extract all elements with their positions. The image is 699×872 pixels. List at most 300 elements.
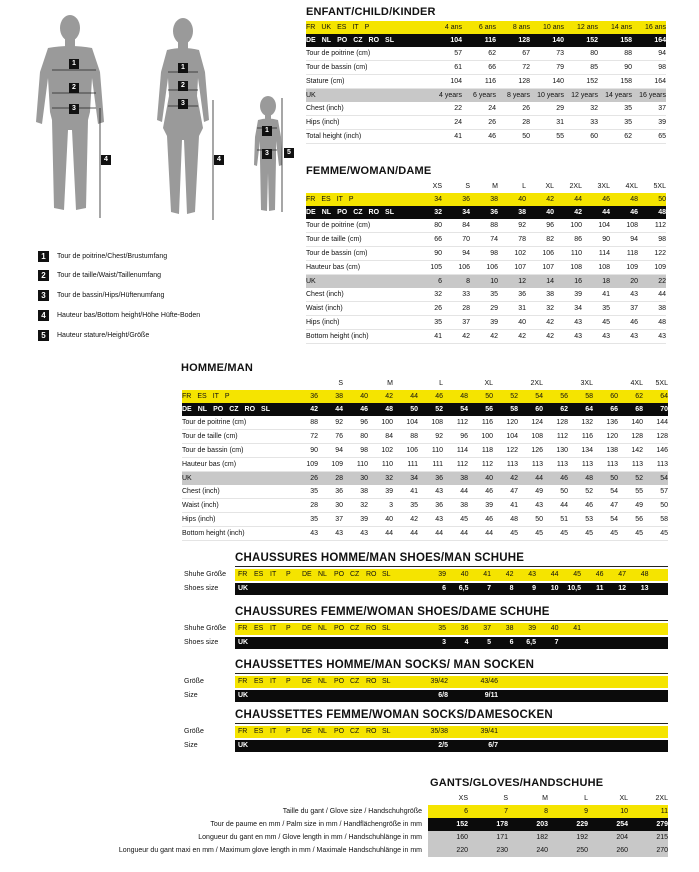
table-cell: 39 bbox=[632, 116, 666, 130]
table-cell: 50 bbox=[593, 472, 618, 486]
table-cell: 109 bbox=[610, 261, 638, 275]
table-cell: 48 bbox=[493, 513, 518, 527]
table-cell: 140 bbox=[530, 75, 564, 89]
size-system-code: SL bbox=[385, 209, 394, 216]
table-cell: 116 bbox=[568, 430, 593, 444]
row-label: Tour de bassin (cm) bbox=[306, 61, 428, 75]
table-cell: 56 bbox=[468, 403, 493, 416]
size-system-code: CZ bbox=[350, 625, 360, 632]
table-cell: 7 bbox=[487, 585, 491, 592]
table-cell: 113 bbox=[568, 458, 593, 472]
child-de-row: DE NL PO CZ RO SL 104 116 128 140 152 158 164 bbox=[306, 34, 666, 47]
table-cell: 38 bbox=[443, 499, 468, 513]
table-cell: 42 bbox=[470, 330, 498, 344]
man-shoes-title: CHAUSSURES HOMME/MAN SHOES/MAN SCHUHE bbox=[235, 552, 525, 564]
table-cell: 41 bbox=[582, 288, 610, 302]
table-cell: 35 bbox=[598, 102, 632, 116]
table-cell: 37 bbox=[610, 302, 638, 316]
row-label: Bottom height (inch) bbox=[182, 527, 293, 541]
table-cell: 44 bbox=[550, 571, 559, 578]
size-system-code: ES bbox=[321, 196, 331, 203]
row-label: Chest (inch) bbox=[306, 288, 414, 302]
table-cell: 39 bbox=[368, 485, 393, 499]
row-label: Waist (inch) bbox=[306, 302, 414, 316]
size-system-code: RO bbox=[366, 678, 377, 685]
table-cell: 108 bbox=[418, 416, 443, 430]
woman-shoes-title: CHAUSSURES FEMME/WOMAN SHOES/DAME SCHUHE bbox=[235, 606, 550, 618]
table-row bbox=[306, 219, 666, 233]
woman-shoes-uk-row bbox=[184, 637, 668, 649]
table-cell: 62 bbox=[543, 403, 568, 416]
table-cell: 122 bbox=[638, 247, 666, 261]
table-cell: 39 bbox=[438, 571, 446, 578]
row-label: Größe bbox=[184, 678, 204, 685]
table-cell: 54 bbox=[518, 390, 543, 403]
table-cell: 9 bbox=[548, 805, 588, 818]
table-cell: 22 bbox=[428, 102, 462, 116]
table-cell: 46 bbox=[468, 513, 493, 527]
table-cell: M bbox=[387, 380, 393, 387]
table-row bbox=[182, 485, 668, 499]
size-system-code: IT bbox=[270, 571, 277, 578]
table-cell: 152 bbox=[564, 75, 598, 89]
table-cell: 164 bbox=[632, 75, 666, 89]
table-cell: 112 bbox=[443, 458, 468, 472]
table-cell: 38 bbox=[526, 288, 554, 302]
table-cell: 42 bbox=[368, 390, 393, 403]
size-system-code: SL bbox=[382, 728, 391, 735]
table-cell bbox=[343, 377, 368, 390]
row-label: Taille du gant / Glove size / Handschuhgröße bbox=[20, 805, 428, 818]
uk-code: UK bbox=[238, 585, 249, 592]
table-cell: 43 bbox=[343, 527, 368, 541]
table-cell: 52 bbox=[618, 472, 643, 486]
table-cell: 50 bbox=[518, 513, 543, 527]
woman-socks-title: CHAUSSETTES FEMME/WOMAN SOCKS/DAMESOCKEN bbox=[235, 709, 553, 721]
table-row bbox=[306, 130, 666, 144]
marker-1-child: 1 bbox=[262, 126, 272, 136]
table-cell: 32 bbox=[564, 102, 598, 116]
table-cell: 86 bbox=[554, 233, 582, 247]
size-system-code: P bbox=[224, 393, 230, 400]
table-cell: 94 bbox=[318, 444, 343, 458]
table-cell: 100 bbox=[368, 416, 393, 430]
table-cell: 24 bbox=[462, 102, 496, 116]
table-row bbox=[306, 247, 666, 261]
table-cell: 46 bbox=[568, 499, 593, 513]
table-cell: 29 bbox=[470, 302, 498, 316]
size-system-code: NL bbox=[318, 728, 327, 735]
table-cell: 46 bbox=[610, 316, 638, 330]
table-cell: 250 bbox=[548, 844, 588, 857]
table-cell: 2XL bbox=[530, 380, 543, 387]
child-fr-row: FR UK ES IT P 4 ans 6 ans 8 ans 10 ans 12 ans 14 ans 16 ans bbox=[306, 21, 666, 34]
table-cell: 128 bbox=[643, 430, 668, 444]
size-system-code: PO bbox=[334, 571, 345, 578]
legend-item-2: 2 Tour de taille/Waist/Taillenumfang bbox=[38, 270, 161, 281]
table-cell: 39/41 bbox=[480, 728, 498, 735]
table-cell: 62 bbox=[462, 47, 496, 61]
table-cell: 37 bbox=[483, 625, 491, 632]
size-system-code: DE bbox=[302, 625, 312, 632]
table-cell: 38 bbox=[318, 390, 343, 403]
table-cell bbox=[293, 377, 318, 390]
table-cell: 64 bbox=[568, 403, 593, 416]
table-row bbox=[306, 288, 666, 302]
table-cell: 113 bbox=[643, 458, 668, 472]
table-cell: 13 bbox=[640, 585, 649, 592]
table-cell: 240 bbox=[508, 844, 548, 857]
table-cell: 49 bbox=[518, 485, 543, 499]
table-cell: 50 bbox=[468, 390, 493, 403]
table-cell: 90 bbox=[293, 444, 318, 458]
table-cell: 40 bbox=[550, 625, 559, 632]
table-cell: 43 bbox=[638, 330, 666, 344]
table-cell: 204 bbox=[588, 831, 628, 844]
uk-code: UK bbox=[238, 742, 249, 749]
table-row bbox=[306, 75, 666, 89]
table-cell: 48 bbox=[640, 571, 649, 578]
table-cell: 62 bbox=[618, 390, 643, 403]
table-cell: 254 bbox=[588, 818, 628, 831]
size-system-code: IT bbox=[270, 728, 277, 735]
table-cell bbox=[393, 377, 418, 390]
table-cell: 6,5 bbox=[458, 585, 469, 592]
table-cell: 38 bbox=[638, 302, 666, 316]
size-system-code: FR bbox=[238, 625, 248, 632]
size-system-code: RO bbox=[368, 37, 380, 44]
table-cell: 5XL bbox=[655, 380, 668, 387]
table-row bbox=[182, 527, 668, 541]
size-system-code: ES bbox=[254, 728, 264, 735]
table-cell: 90 bbox=[582, 233, 610, 247]
table-cell: 105 bbox=[414, 261, 442, 275]
table-cell: 39 bbox=[470, 316, 498, 330]
table-cell: L bbox=[439, 380, 443, 387]
table-cell: 108 bbox=[554, 261, 582, 275]
table-cell: 50 bbox=[543, 485, 568, 499]
table-cell: 44 bbox=[393, 527, 418, 541]
table-cell: 43 bbox=[610, 330, 638, 344]
marker-3-woman: 3 bbox=[178, 99, 188, 109]
table-cell: 26 bbox=[496, 102, 530, 116]
table-cell: 8 bbox=[508, 805, 548, 818]
table-cell: 62 bbox=[598, 130, 632, 144]
size-system-code: NL bbox=[318, 625, 327, 632]
table-row bbox=[306, 61, 666, 75]
table-cell: 45 bbox=[573, 571, 581, 578]
table-cell: 36 bbox=[318, 485, 343, 499]
uk-band bbox=[235, 690, 668, 702]
size-system-code: CZ bbox=[350, 678, 360, 685]
table-cell bbox=[493, 377, 518, 390]
table-cell: 9 bbox=[532, 585, 536, 592]
table-cell: 88 bbox=[470, 219, 498, 233]
table-cell: 104 bbox=[428, 75, 462, 89]
table-cell: 30 bbox=[318, 499, 343, 513]
table-cell: 32 bbox=[414, 288, 442, 302]
woman-de-row: DE NL PO CZ RO SL 32 34 36 38 40 42 44 46 48 bbox=[306, 206, 666, 219]
uk-code: UK bbox=[238, 639, 249, 646]
table-cell: 41 bbox=[428, 130, 462, 144]
table-cell: 82 bbox=[526, 233, 554, 247]
table-cell bbox=[543, 377, 568, 390]
table-cell: 67 bbox=[496, 47, 530, 61]
table-cell: 31 bbox=[498, 302, 526, 316]
table-cell: 8 bbox=[509, 585, 514, 592]
table-cell: 57 bbox=[643, 485, 668, 499]
row-label: Longueur du gant en mm / Glove length in mm / Handschuhlänge in mm bbox=[20, 831, 428, 844]
woman-uk-row: UK 6 8 10 12 14 16 18 20 22 bbox=[306, 275, 666, 289]
row-label: Shuhe Größe bbox=[184, 625, 227, 632]
man-socks-uk-row bbox=[184, 690, 668, 702]
man-de-row bbox=[182, 403, 668, 416]
table-cell: 107 bbox=[498, 261, 526, 275]
woman-socks-size-row bbox=[184, 726, 668, 738]
man-shoes-divider bbox=[235, 566, 668, 567]
table-cell: 36 bbox=[460, 625, 469, 632]
table-cell: 79 bbox=[530, 61, 564, 75]
table-cell: 113 bbox=[543, 458, 568, 472]
table-cell: 48 bbox=[368, 403, 393, 416]
table-cell: 43 bbox=[293, 527, 318, 541]
table-cell: 6/7 bbox=[488, 742, 498, 749]
table-cell: 35 bbox=[293, 485, 318, 499]
table-cell: 108 bbox=[518, 430, 543, 444]
legend-item-4: 4 Hauteur bas/Bottom height/Höhe Hüfte-Boden bbox=[38, 310, 200, 321]
size-system-code: ES bbox=[337, 24, 347, 31]
table-cell: 28 bbox=[442, 302, 470, 316]
size-system-code: P bbox=[348, 196, 354, 203]
marker-3-child: 3 bbox=[262, 149, 272, 159]
table-cell: 110 bbox=[343, 458, 368, 472]
table-cell: 56 bbox=[618, 513, 643, 527]
gloves-table bbox=[20, 792, 668, 857]
table-cell bbox=[593, 377, 618, 390]
table-cell: 128 bbox=[618, 430, 643, 444]
table-cell: 136 bbox=[593, 416, 618, 430]
table-cell: 134 bbox=[568, 444, 593, 458]
table-row bbox=[306, 233, 666, 247]
row-label: Shuhe Größe bbox=[184, 571, 227, 578]
table-cell: 41 bbox=[414, 330, 442, 344]
size-system-code: FR bbox=[306, 196, 316, 203]
child-uk-row: UK 4 years 6 years 8 years 10 years 12 years 14 years 16 years bbox=[306, 89, 666, 103]
man-socks-title: CHAUSSETTES HOMME/MAN SOCKS/ MAN SOCKEN bbox=[235, 659, 535, 671]
table-cell: 64 bbox=[643, 390, 668, 403]
table-cell: 44 bbox=[368, 527, 393, 541]
size-system-code: FR bbox=[182, 393, 192, 400]
size-system-code: CZ bbox=[353, 209, 363, 216]
row-label: Tour de taille (cm) bbox=[182, 430, 293, 444]
table-cell: 270 bbox=[628, 844, 668, 857]
table-cell: 54 bbox=[643, 472, 668, 486]
man-size-letters bbox=[182, 377, 668, 390]
size-system-code: SL bbox=[382, 571, 391, 578]
table-cell: 144 bbox=[643, 416, 668, 430]
table-cell: 4 bbox=[464, 639, 469, 646]
table-cell: 7 bbox=[554, 639, 559, 646]
woman-socks-divider bbox=[235, 723, 668, 724]
table-cell: 203 bbox=[508, 818, 548, 831]
table-cell: 118 bbox=[468, 444, 493, 458]
table-cell: 6 bbox=[428, 805, 468, 818]
table-cell: 28 bbox=[318, 472, 343, 486]
table-cell: 42 bbox=[505, 571, 514, 578]
size-system-code: P bbox=[286, 728, 291, 735]
table-cell: 60 bbox=[564, 130, 598, 144]
table-cell: 38 bbox=[343, 485, 368, 499]
size-system-code: DE bbox=[302, 571, 312, 578]
table-cell: 46 bbox=[543, 472, 568, 486]
table-cell: 4XL bbox=[630, 380, 643, 387]
row-label: Total height (inch) bbox=[306, 130, 428, 144]
table-cell: 182 bbox=[508, 831, 548, 844]
table-cell: 35 bbox=[393, 499, 418, 513]
measurement-lines bbox=[0, 0, 300, 230]
table-cell: 110 bbox=[368, 458, 393, 472]
gloves-size-letters: XS S M L XL 2XL bbox=[458, 795, 668, 802]
table-cell: 32 bbox=[343, 499, 368, 513]
table-cell: 40 bbox=[468, 472, 493, 486]
table-cell: 47 bbox=[493, 485, 518, 499]
table-cell: 104 bbox=[582, 219, 610, 233]
table-cell: 92 bbox=[498, 219, 526, 233]
man-shoes-uk-row bbox=[184, 583, 668, 595]
size-system-code: PO bbox=[337, 37, 348, 44]
uk-code: UK bbox=[238, 692, 249, 699]
table-cell: 52 bbox=[493, 390, 518, 403]
table-cell: 109 bbox=[293, 458, 318, 472]
table-cell: 112 bbox=[468, 458, 493, 472]
table-cell: 28 bbox=[496, 116, 530, 130]
man-socks-size-row bbox=[184, 676, 668, 688]
table-cell: 112 bbox=[638, 219, 666, 233]
table-cell: 109 bbox=[318, 458, 343, 472]
table-cell: 45 bbox=[543, 527, 568, 541]
table-row bbox=[182, 458, 668, 472]
table-cell: 43/46 bbox=[480, 678, 498, 685]
size-system-code: DE bbox=[182, 406, 192, 413]
table-cell: 70 bbox=[442, 233, 470, 247]
table-cell: 32 bbox=[368, 472, 393, 486]
row-label: Tour de poitrine (cm) bbox=[182, 416, 293, 430]
table-cell: 11 bbox=[596, 585, 604, 592]
table-cell: 60 bbox=[518, 403, 543, 416]
table-cell: 6,5 bbox=[526, 639, 536, 646]
table-cell: 110 bbox=[554, 247, 582, 261]
table-cell: 160 bbox=[428, 831, 468, 844]
table-cell: 10 bbox=[550, 585, 559, 592]
table-cell: 114 bbox=[443, 444, 468, 458]
size-band bbox=[235, 726, 668, 738]
table-cell: 109 bbox=[638, 261, 666, 275]
table-cell: 32 bbox=[526, 302, 554, 316]
table-row bbox=[182, 416, 668, 430]
marker-2-man: 2 bbox=[69, 83, 79, 93]
row-label: Tour de poitrine (cm) bbox=[306, 219, 414, 233]
table-cell: 66 bbox=[414, 233, 442, 247]
table-cell: 5 bbox=[487, 639, 491, 646]
size-system-code: CZ bbox=[350, 571, 360, 578]
size-system-code: IT bbox=[212, 393, 219, 400]
table-cell: 37 bbox=[632, 102, 666, 116]
table-cell: 44 bbox=[638, 288, 666, 302]
table-cell: 146 bbox=[643, 444, 668, 458]
table-row bbox=[306, 330, 666, 344]
size-system-code: CZ bbox=[229, 406, 239, 413]
table-cell: 49 bbox=[618, 499, 643, 513]
table-cell: 43 bbox=[418, 485, 443, 499]
table-cell: 90 bbox=[414, 247, 442, 261]
table-cell: 58 bbox=[643, 513, 668, 527]
table-cell: 29 bbox=[530, 102, 564, 116]
row-label: Tour de bassin (cm) bbox=[182, 444, 293, 458]
table-cell: 35 bbox=[598, 116, 632, 130]
marker-4-man: 4 bbox=[101, 155, 111, 165]
table-cell: 43 bbox=[518, 499, 543, 513]
table-cell: 45 bbox=[568, 527, 593, 541]
table-row bbox=[306, 316, 666, 330]
size-system-code: P bbox=[286, 571, 291, 578]
table-cell: 108 bbox=[582, 261, 610, 275]
table-cell: 35 bbox=[582, 302, 610, 316]
table-cell: 47 bbox=[618, 571, 626, 578]
table-cell: 36 bbox=[418, 472, 443, 486]
table-cell: 152 bbox=[428, 818, 468, 831]
table-cell: 35 bbox=[470, 288, 498, 302]
size-system-code: PO bbox=[334, 678, 345, 685]
table-cell: 92 bbox=[318, 416, 343, 430]
table-cell: 94 bbox=[610, 233, 638, 247]
table-cell: 114 bbox=[582, 247, 610, 261]
table-cell: 113 bbox=[493, 458, 518, 472]
size-system-code: NL bbox=[197, 406, 208, 413]
table-cell: 26 bbox=[293, 472, 318, 486]
table-cell: 178 bbox=[468, 818, 508, 831]
table-cell: 9/11 bbox=[484, 692, 498, 699]
table-cell: 124 bbox=[518, 416, 543, 430]
table-cell: 39 bbox=[528, 625, 536, 632]
table-cell: 30 bbox=[343, 472, 368, 486]
size-system-code: IT bbox=[270, 678, 277, 685]
table-cell: 43 bbox=[582, 330, 610, 344]
table-cell: 46 bbox=[343, 403, 368, 416]
table-cell: 66 bbox=[462, 61, 496, 75]
size-system-code: NL bbox=[318, 678, 327, 685]
marker-1-woman: 1 bbox=[178, 63, 188, 73]
table-cell: 113 bbox=[618, 458, 643, 472]
child-title: ENFANT/CHILD/KINDER bbox=[306, 6, 436, 18]
size-system-code: PO bbox=[334, 728, 345, 735]
table-cell: 104 bbox=[393, 416, 418, 430]
table-cell: 7 bbox=[468, 805, 508, 818]
table-cell: 42 bbox=[526, 316, 554, 330]
table-cell: 40 bbox=[498, 316, 526, 330]
table-cell: 6/8 bbox=[438, 692, 448, 699]
table-cell: 88 bbox=[598, 47, 632, 61]
table-cell: 96 bbox=[443, 430, 468, 444]
table-cell: 54 bbox=[593, 513, 618, 527]
table-cell: 215 bbox=[628, 831, 668, 844]
size-system-code: RO bbox=[368, 209, 380, 216]
woman-title: FEMME/WOMAN/DAME bbox=[306, 165, 432, 177]
size-system-code: SL bbox=[382, 625, 391, 632]
row-label: Chest (inch) bbox=[306, 102, 428, 116]
table-cell: 46 bbox=[418, 390, 443, 403]
table-cell: 39/42 bbox=[430, 678, 448, 685]
table-cell: 80 bbox=[414, 219, 442, 233]
